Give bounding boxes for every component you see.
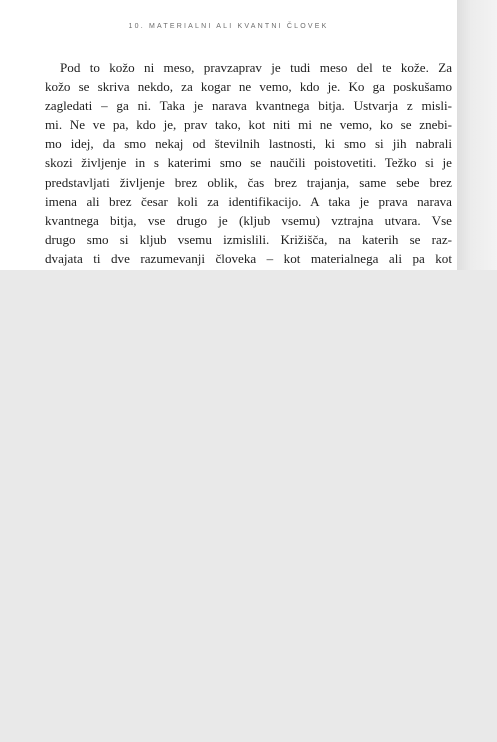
text-line: mo idej, da smo nekaj od številnih lastnosti, ki smo si jih nabrali [45, 136, 452, 152]
text-line: imena ali brez česar koli za identifikacijo. A taka je prava narava [45, 193, 452, 209]
running-header: 10. MATERIALNI ALI KVANTNI ČLOVEK [128, 23, 329, 30]
text-line: mi. Ne ve pa, kdo je, prav tako, kot niti mi ne vemo, ko se znebi- [45, 117, 452, 133]
text-line: kožo se skriva nekdo, za kogar ne vemo, kdo je. Ko ga poskušamo [45, 79, 452, 95]
text-line: skozi življenje in s katerimi smo se naučili poistovetiti. Težko si je [45, 155, 452, 171]
text-line: zagledati – ga ni. Taka je narava kvantnega bitja. Ustvarja z misli- [45, 98, 452, 114]
text-line: dvajata ti dve razumevanji človeka – kot materialnega ali pa kot [45, 250, 452, 266]
text-line: drugo smo si kljub vsemu izmislili. Križišča, na katerih se raz- [45, 231, 452, 247]
text-line: kvantnega bitja, vse drugo je (kljub vsemu) vztrajna utvara. Vse [45, 212, 452, 228]
body-paragraph [45, 58, 452, 287]
page-edge-gutter [457, 0, 497, 270]
text-line: Pod to kožo ni meso, pravzaprav je tudi meso del te kože. Za [60, 60, 452, 75]
text-line: predstavljati življenje brez oblik, čas brez trajanja, same sebe brez [45, 174, 452, 190]
blank-unloaded-area [0, 270, 497, 742]
book-page [0, 0, 457, 270]
